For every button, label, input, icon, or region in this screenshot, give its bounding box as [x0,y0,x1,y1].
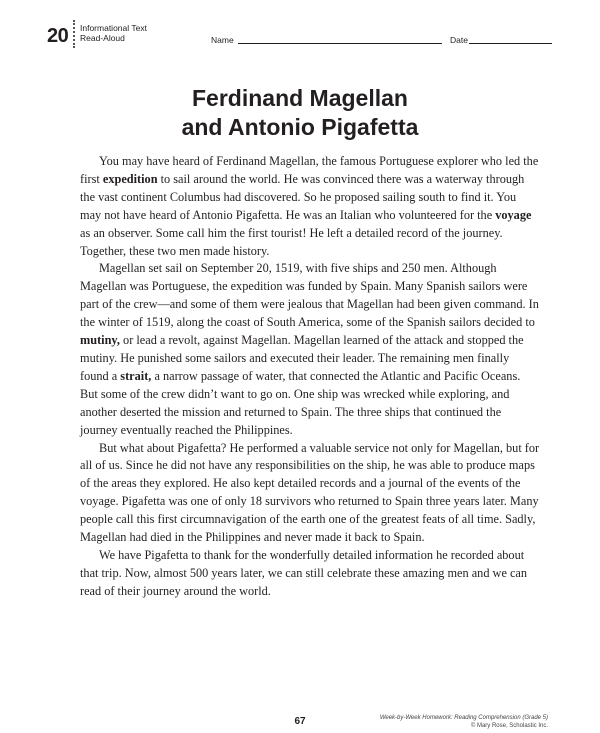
paragraph-text: You may have heard of Ferdinand Magellan, the famous Portuguese explorer who led the first [80,154,539,186]
vocabulary-word: strait, [120,368,152,383]
paragraph [80,547,540,601]
paragraph [80,260,540,439]
vocabulary-word: expedition [102,171,158,186]
paragraph-text: a narrow passage of water, that connected the Atlantic and Pacific Oceans. But some of the crew didn’t want to go on. One ship was wrecked while exploring, and another deserted the mission and returned to Spain. The three ships that continued the journey eventually reached the Philippines. [80,368,521,437]
article-body [80,153,540,601]
category-sublabel: Read-Aloud [80,33,125,43]
credit-title: Week-by-Week Homework: Reading Comprehension (Grade 5) [379,715,548,721]
paragraph-text: as an observer. Some call him the first tourist! He left a detailed record of the journey. Together, these two men made history. [80,225,503,258]
category-label: Informational Text [80,23,147,33]
page-header [0,0,600,60]
page-title-line2: and Antonio Pigafetta [181,114,419,140]
name-label: Name [211,35,234,45]
paragraph [80,153,540,260]
paragraph-text: to sail around the world. He was convinced there was a waterway through the vast continent Columbus had discovered. So he proposed sailing south to find it. You may not have heard of Antonio Pigafetta. He was an Italian who volunteered for the [80,171,525,222]
paragraph [80,440,540,547]
page-title-line1: Ferdinand Magellan [192,85,408,111]
name-field-line[interactable] [238,43,442,44]
paragraph-text: Magellan set sail on September 20, 1519, with five ships and 250 men. Although Magellan was Portuguese, the expedition was funded by Spain. Many Spanish sailors were part of the crew—and some of them were jealous that Magellan had been given command. In the winter of 1519, along the coast of South America, some of the Spanish sailors decided to [80,261,539,330]
date-label: Date [450,35,468,45]
credit-copyright: © Mary Rose, Scholastic Inc. [470,723,548,729]
page-number: 67 [294,716,306,727]
vocabulary-word: voyage [495,207,532,222]
paragraph-text: We have Pigafetta to thank for the wonderfully detailed information he recorded about that trip. Now, almost 500 years later, we can still celebrate these amazing men and we can read of their journey around the world. [80,547,528,598]
vocabulary-word: mutiny, [80,333,120,348]
paragraph-text: But what about Pigafetta? He performed a valuable service not only for Magellan, but for all of us. Since he did not have any responsibilities on the ship, he was able to produce maps of the areas they explored. He also kept detailed records and a journal of the events of the voyage. Pigafetta was one of only 18 survivors who returned to Spain three years later. Many people call this first circumnavigation of the earth one of the greatest feats of all time. Sadly, Magellan had died in the Philippines and never made it back to Spain. [80,440,540,545]
dotted-divider [73,20,75,48]
lesson-number: 20 [47,25,69,47]
paragraph-text: or lead a revolt, against Magellan. Magellan learned of the attack and stopped the mutiny. He punished some sailors and executed their leader. The remaining men finally found a [80,333,524,383]
date-field-line[interactable] [469,43,552,44]
